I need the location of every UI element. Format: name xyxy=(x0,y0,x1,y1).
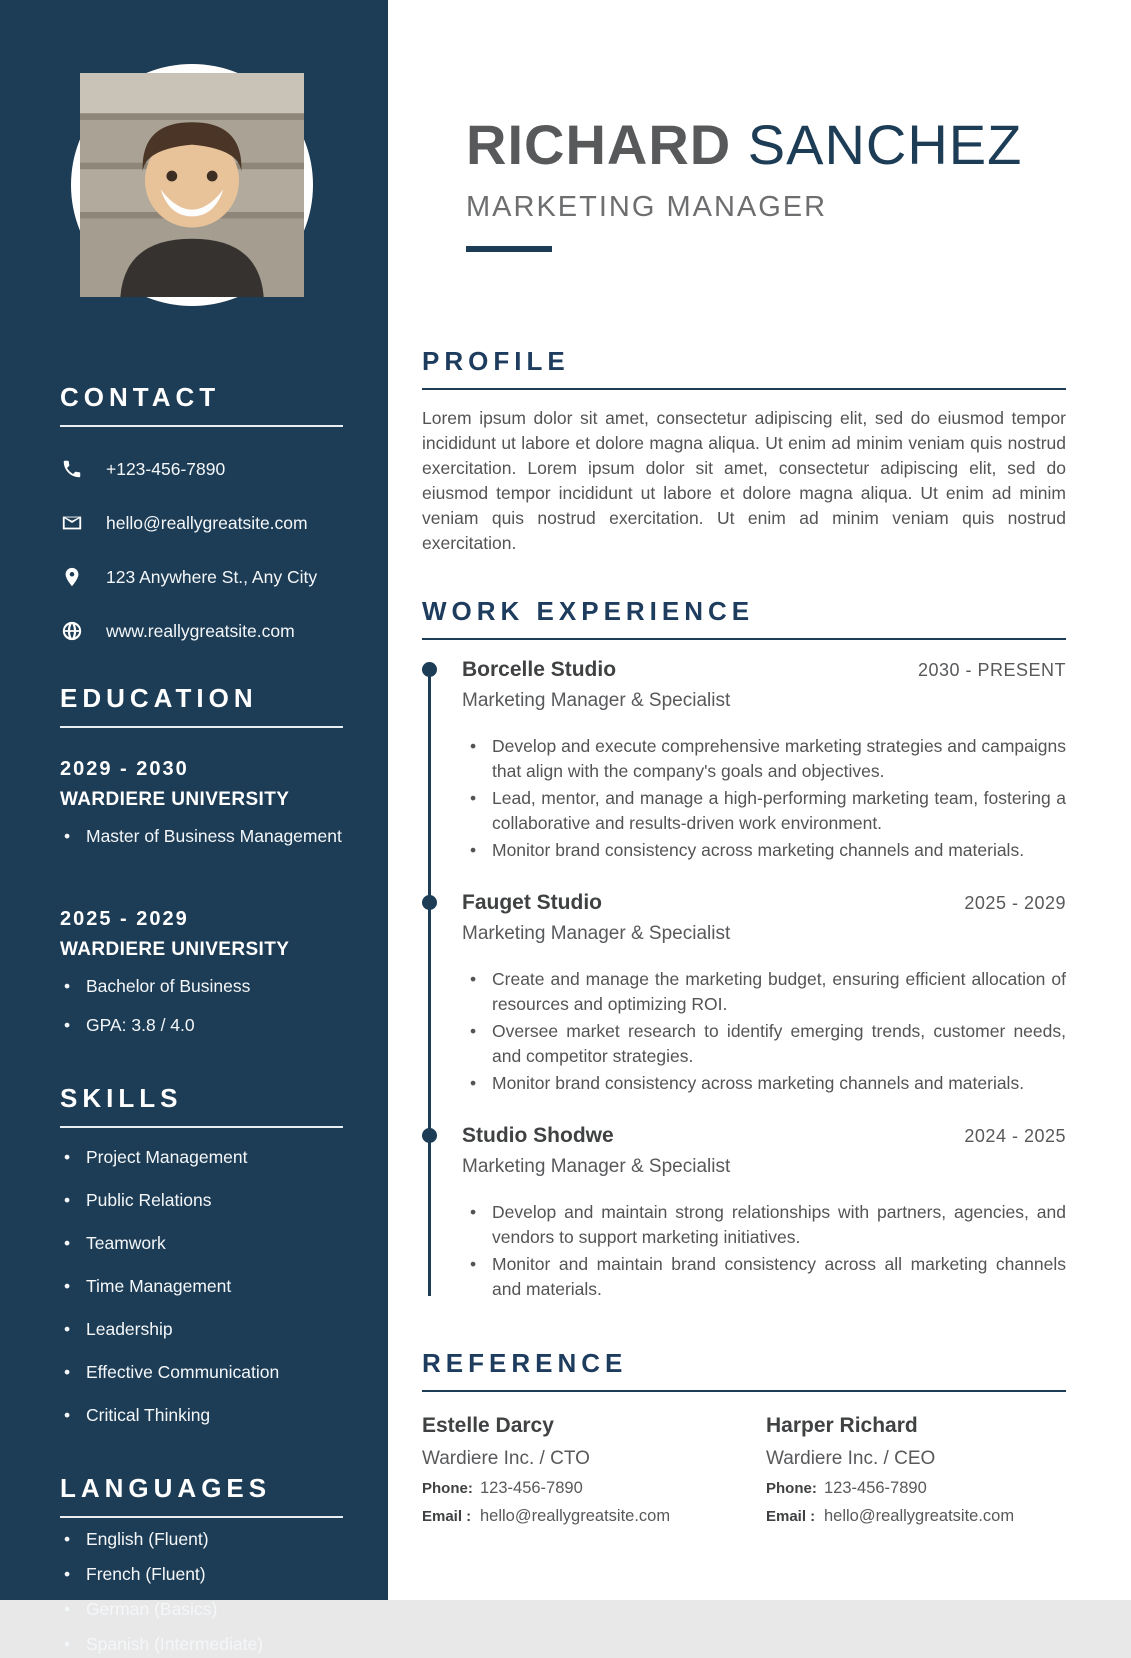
language-item: • French (Fluent) xyxy=(60,1561,343,1588)
reference-company: Wardiere Inc. / CEO xyxy=(766,1448,936,1469)
phone-label: Phone: xyxy=(422,1480,473,1497)
spacer xyxy=(60,850,343,878)
contact-heading: CONTACT xyxy=(60,382,221,412)
profile-photo-illustration xyxy=(80,73,304,297)
sidebar xyxy=(0,0,388,1654)
spacer xyxy=(60,306,343,382)
spacer xyxy=(60,1429,343,1473)
skills-divider xyxy=(60,1126,343,1128)
phone-label: Phone: xyxy=(766,1480,817,1497)
role-title: MARKETING MANAGER xyxy=(466,191,828,223)
job-head xyxy=(462,891,1066,915)
timeline-dot xyxy=(422,662,437,677)
phone-value: 123-456-7890 xyxy=(480,1479,583,1497)
contact-item-address xyxy=(60,565,343,589)
job-company: Fauget Studio xyxy=(462,891,602,914)
reference-phone-line xyxy=(766,1479,1066,1498)
avatar xyxy=(71,64,313,306)
last-name: SANCHEZ xyxy=(747,113,1023,176)
skills-heading: SKILLS xyxy=(60,1083,183,1113)
education-section xyxy=(60,683,343,1039)
accent-bar xyxy=(466,246,552,252)
job-bullet: • Develop and maintain strong relationships with partners, agencies, and vendors to support marketing initiatives. xyxy=(462,1200,1066,1250)
contact-item-website xyxy=(60,619,343,643)
spacer xyxy=(60,1039,343,1083)
education-bullet: • Master of Business Management xyxy=(60,823,343,850)
education-bullet: • GPA: 3.8 / 4.0 xyxy=(60,1012,343,1039)
job-dates: 2030 - PRESENT xyxy=(917,660,1066,680)
skill-item: • Project Management xyxy=(60,1144,343,1171)
job-entry-fauget xyxy=(462,891,1066,1096)
header xyxy=(422,112,1066,252)
reference-name: Estelle Darcy xyxy=(422,1414,554,1437)
job-role: Marketing Manager & Specialist xyxy=(462,923,731,944)
skills-section xyxy=(60,1083,343,1429)
job-role: Marketing Manager & Specialist xyxy=(462,690,731,711)
education-years: 2029 - 2030 xyxy=(60,758,189,780)
language-item: • Spanish (Intermediate) xyxy=(60,1631,343,1658)
reference-email-line xyxy=(422,1507,744,1526)
contact-email-text: hello@reallygreatsite.com xyxy=(106,512,308,533)
location-pin-icon xyxy=(60,565,84,589)
education-entry xyxy=(60,908,343,1039)
education-bullets xyxy=(60,973,343,1039)
job-dates: 2025 - 2029 xyxy=(964,893,1066,913)
language-item: • German (Basics) xyxy=(60,1596,343,1623)
job-company: Borcelle Studio xyxy=(462,658,617,681)
profile-text: Lorem ipsum dolor sit amet, consectetur adipiscing elit, sed do eiusmod tempor incididunt ut labore et dolore magna aliqua. Ut enim ad minim veniam quis nostrud exercitation. Lorem ipsum dolor sit amet, consectetur adipiscing elit, sed do eiusmod tempor incididunt ut labore et dolore magna aliqua. Ut enim ad minim veniam quis nostrud exercitation. Ut enim ad minim veniam quis nostrud exercitation. xyxy=(422,408,1066,553)
job-bullet: • Monitor brand consistency across marketing channels and materials. xyxy=(462,1071,1066,1096)
profile-heading: PROFILE xyxy=(422,346,570,376)
education-school: WARDIERE UNIVERSITY xyxy=(60,789,290,810)
jobs-timeline xyxy=(422,658,1066,1302)
languages-heading: LANGUAGES xyxy=(60,1473,272,1503)
job-company: Studio Shodwe xyxy=(462,1124,614,1147)
profile-divider xyxy=(422,388,1066,390)
language-item: • English (Fluent) xyxy=(60,1526,343,1553)
skill-item: • Effective Communication xyxy=(60,1359,343,1386)
job-head xyxy=(462,1124,1066,1148)
reference-entry xyxy=(422,1414,744,1526)
education-years: 2025 - 2029 xyxy=(60,908,189,930)
globe-icon xyxy=(60,619,84,643)
job-dates: 2024 - 2025 xyxy=(964,1126,1066,1146)
skill-item: • Time Management xyxy=(60,1273,343,1300)
education-divider xyxy=(60,726,343,728)
reference-email-line xyxy=(766,1507,1066,1526)
job-bullet: • Monitor brand consistency across marketing channels and materials. xyxy=(462,838,1066,863)
first-name: RICHARD xyxy=(466,113,732,176)
phone-icon xyxy=(60,457,84,481)
contact-divider xyxy=(60,425,343,427)
profile-section xyxy=(422,346,1066,556)
work-divider xyxy=(422,638,1066,640)
contact-item-phone xyxy=(60,457,343,481)
education-entry xyxy=(60,758,343,850)
email-value: hello@reallygreatsite.com xyxy=(824,1507,1015,1525)
reference-section xyxy=(422,1348,1066,1526)
contact-phone-text: +123-456-7890 xyxy=(106,458,226,479)
job-bullet: • Develop and execute comprehensive marketing strategies and campaigns that align with the company's goals and objectives. xyxy=(462,734,1066,784)
reference-entry xyxy=(744,1414,1066,1526)
job-bullet: • Oversee market research to identify emerging trends, customer needs, and competitor strategies. xyxy=(462,1019,1066,1069)
skill-item: • Critical Thinking xyxy=(60,1402,343,1429)
email-value: hello@reallygreatsite.com xyxy=(480,1507,671,1525)
job-entry-borcelle xyxy=(462,658,1066,863)
education-bullet: • Bachelor of Business xyxy=(60,973,343,1000)
email-label: Email : xyxy=(422,1508,472,1525)
timeline-dot xyxy=(422,1128,437,1143)
languages-divider xyxy=(60,1516,343,1518)
spacer xyxy=(60,643,343,683)
skill-item: • Teamwork xyxy=(60,1230,343,1257)
contact-address-text: 123 Anywhere St., Any City xyxy=(106,566,318,587)
phone-value: 123-456-7890 xyxy=(824,1479,927,1497)
reference-company: Wardiere Inc. / CTO xyxy=(422,1448,590,1469)
reference-columns xyxy=(422,1414,1066,1526)
skills-list xyxy=(60,1144,343,1429)
work-experience-heading: WORK EXPERIENCE xyxy=(422,596,755,626)
job-bullet: • Create and manage the marketing budget, ensuring efficient allocation of resources and optimizing ROI. xyxy=(462,967,1066,1017)
education-heading: EDUCATION xyxy=(60,683,258,713)
languages-section xyxy=(60,1473,343,1658)
reference-divider xyxy=(422,1390,1066,1392)
job-head xyxy=(462,658,1066,682)
contact-item-email xyxy=(60,511,343,535)
languages-list xyxy=(60,1526,343,1658)
education-school: WARDIERE UNIVERSITY xyxy=(60,939,290,960)
job-bullets xyxy=(462,1200,1066,1302)
job-bullet: • Monitor and maintain brand consistency across all marketing channels and materials. xyxy=(462,1252,1066,1302)
main-column xyxy=(388,0,1131,1600)
timeline-dot xyxy=(422,895,437,910)
job-role: Marketing Manager & Specialist xyxy=(462,1156,731,1177)
profile-photo xyxy=(71,64,313,306)
full-name xyxy=(466,112,1066,177)
job-bullets xyxy=(462,734,1066,863)
reference-name: Harper Richard xyxy=(766,1414,918,1437)
contact-section xyxy=(60,382,343,643)
reference-phone-line xyxy=(422,1479,744,1498)
contact-website-text: www.reallygreatsite.com xyxy=(106,620,295,641)
job-entry-shodwe xyxy=(462,1124,1066,1302)
email-icon xyxy=(60,511,84,535)
job-bullets xyxy=(462,967,1066,1096)
work-experience-section xyxy=(422,596,1066,1302)
contact-list xyxy=(60,457,343,643)
email-label: Email : xyxy=(766,1508,816,1525)
reference-heading: REFERENCE xyxy=(422,1348,628,1378)
education-bullets xyxy=(60,823,343,850)
skill-item: • Leadership xyxy=(60,1316,343,1343)
job-bullet: • Lead, mentor, and manage a high-performing marketing team, fostering a collaborative and results-driven work environment. xyxy=(462,786,1066,836)
skill-item: • Public Relations xyxy=(60,1187,343,1214)
